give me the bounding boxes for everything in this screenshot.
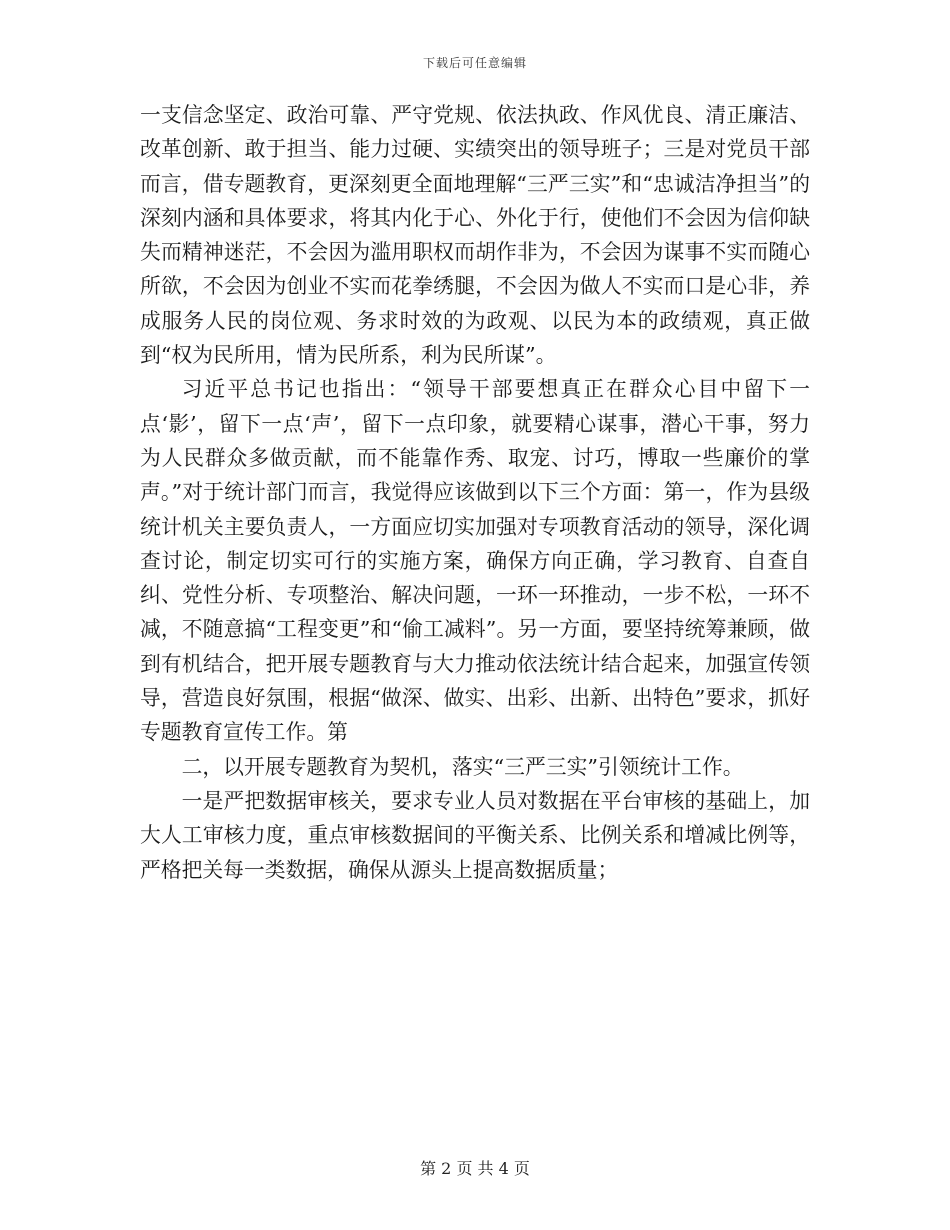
- paragraph-3: 二，以开展专题教育为契机，落实“三严三实”引领统计工作。: [181, 754, 744, 779]
- paragraph-1: 一支信念坚定、政治可靠、严守党规、依法执政、作风优良、清正廉洁、改革创新、敢于担当、能力过硬、实绩突出的领导班子；三是对党员干部而言，借专题教育，更深刻更全面地理解“三严三实”和“忠诚洁净担当”的深刻内涵和具体要求，将其内化于心、外化于行，使他们不会因为信仰缺失而精神迷茫，不会因为滥用职权而胡作非为，不会因为谋事不实而随心所欲，不会因为创业不实而花拳绣腿，不会因为做人不实而口是心非，养成服务人民的岗位观、务求时效的为政观、以民为本的政绩观，真正做到“权为民所用，情为民所系，利为民所谋”。: [140, 103, 810, 368]
- paragraph-2: 习近平总书记也指出：“领导干部要想真正在群众心目中留下一点‘影’，留下一点‘声’，留下一点印象，就要精心谋事，潜心干事，努力为人民群众多做贡献，而不能靠作秀、取宠、讨巧，博取一些廉价的掌声。”对于统计部门而言，我觉得应该做到以下三个方面：第一，作为县级统计机关主要负责人，一方面应切实加强对专项教育活动的领导，深化调查讨论，制定切实可行的实施方案，确保方向正确，学习教育、自查自纠、党性分析、专项整治、解决问题，一环一环推动，一步不松，一环不减，不随意搞“工程变更”和“偷工减料”。另一方面，要坚持统筹兼顾，做到有机结合，把开展专题教育与大力推动依法统计结合起来，加强宣传领导，营造良好氛围，根据“做深、做实、出彩、出新、出特色”要求，抓好专题教育宣传工作。第: [140, 377, 810, 745]
- paragraph-4: 一是严把数据审核关，要求专业人员对数据在平台审核的基础上，加大人工审核力度，重点审核数据间的平衡关系、比例关系和增减比例等，严格把关每一类数据，确保从源头上提高数据质量；: [140, 788, 810, 882]
- page-header: 下载后可任意编辑: [422, 56, 527, 70]
- document-body: [140, 98, 810, 887]
- page-number: 第 2 页 共 4 页: [420, 1159, 530, 1178]
